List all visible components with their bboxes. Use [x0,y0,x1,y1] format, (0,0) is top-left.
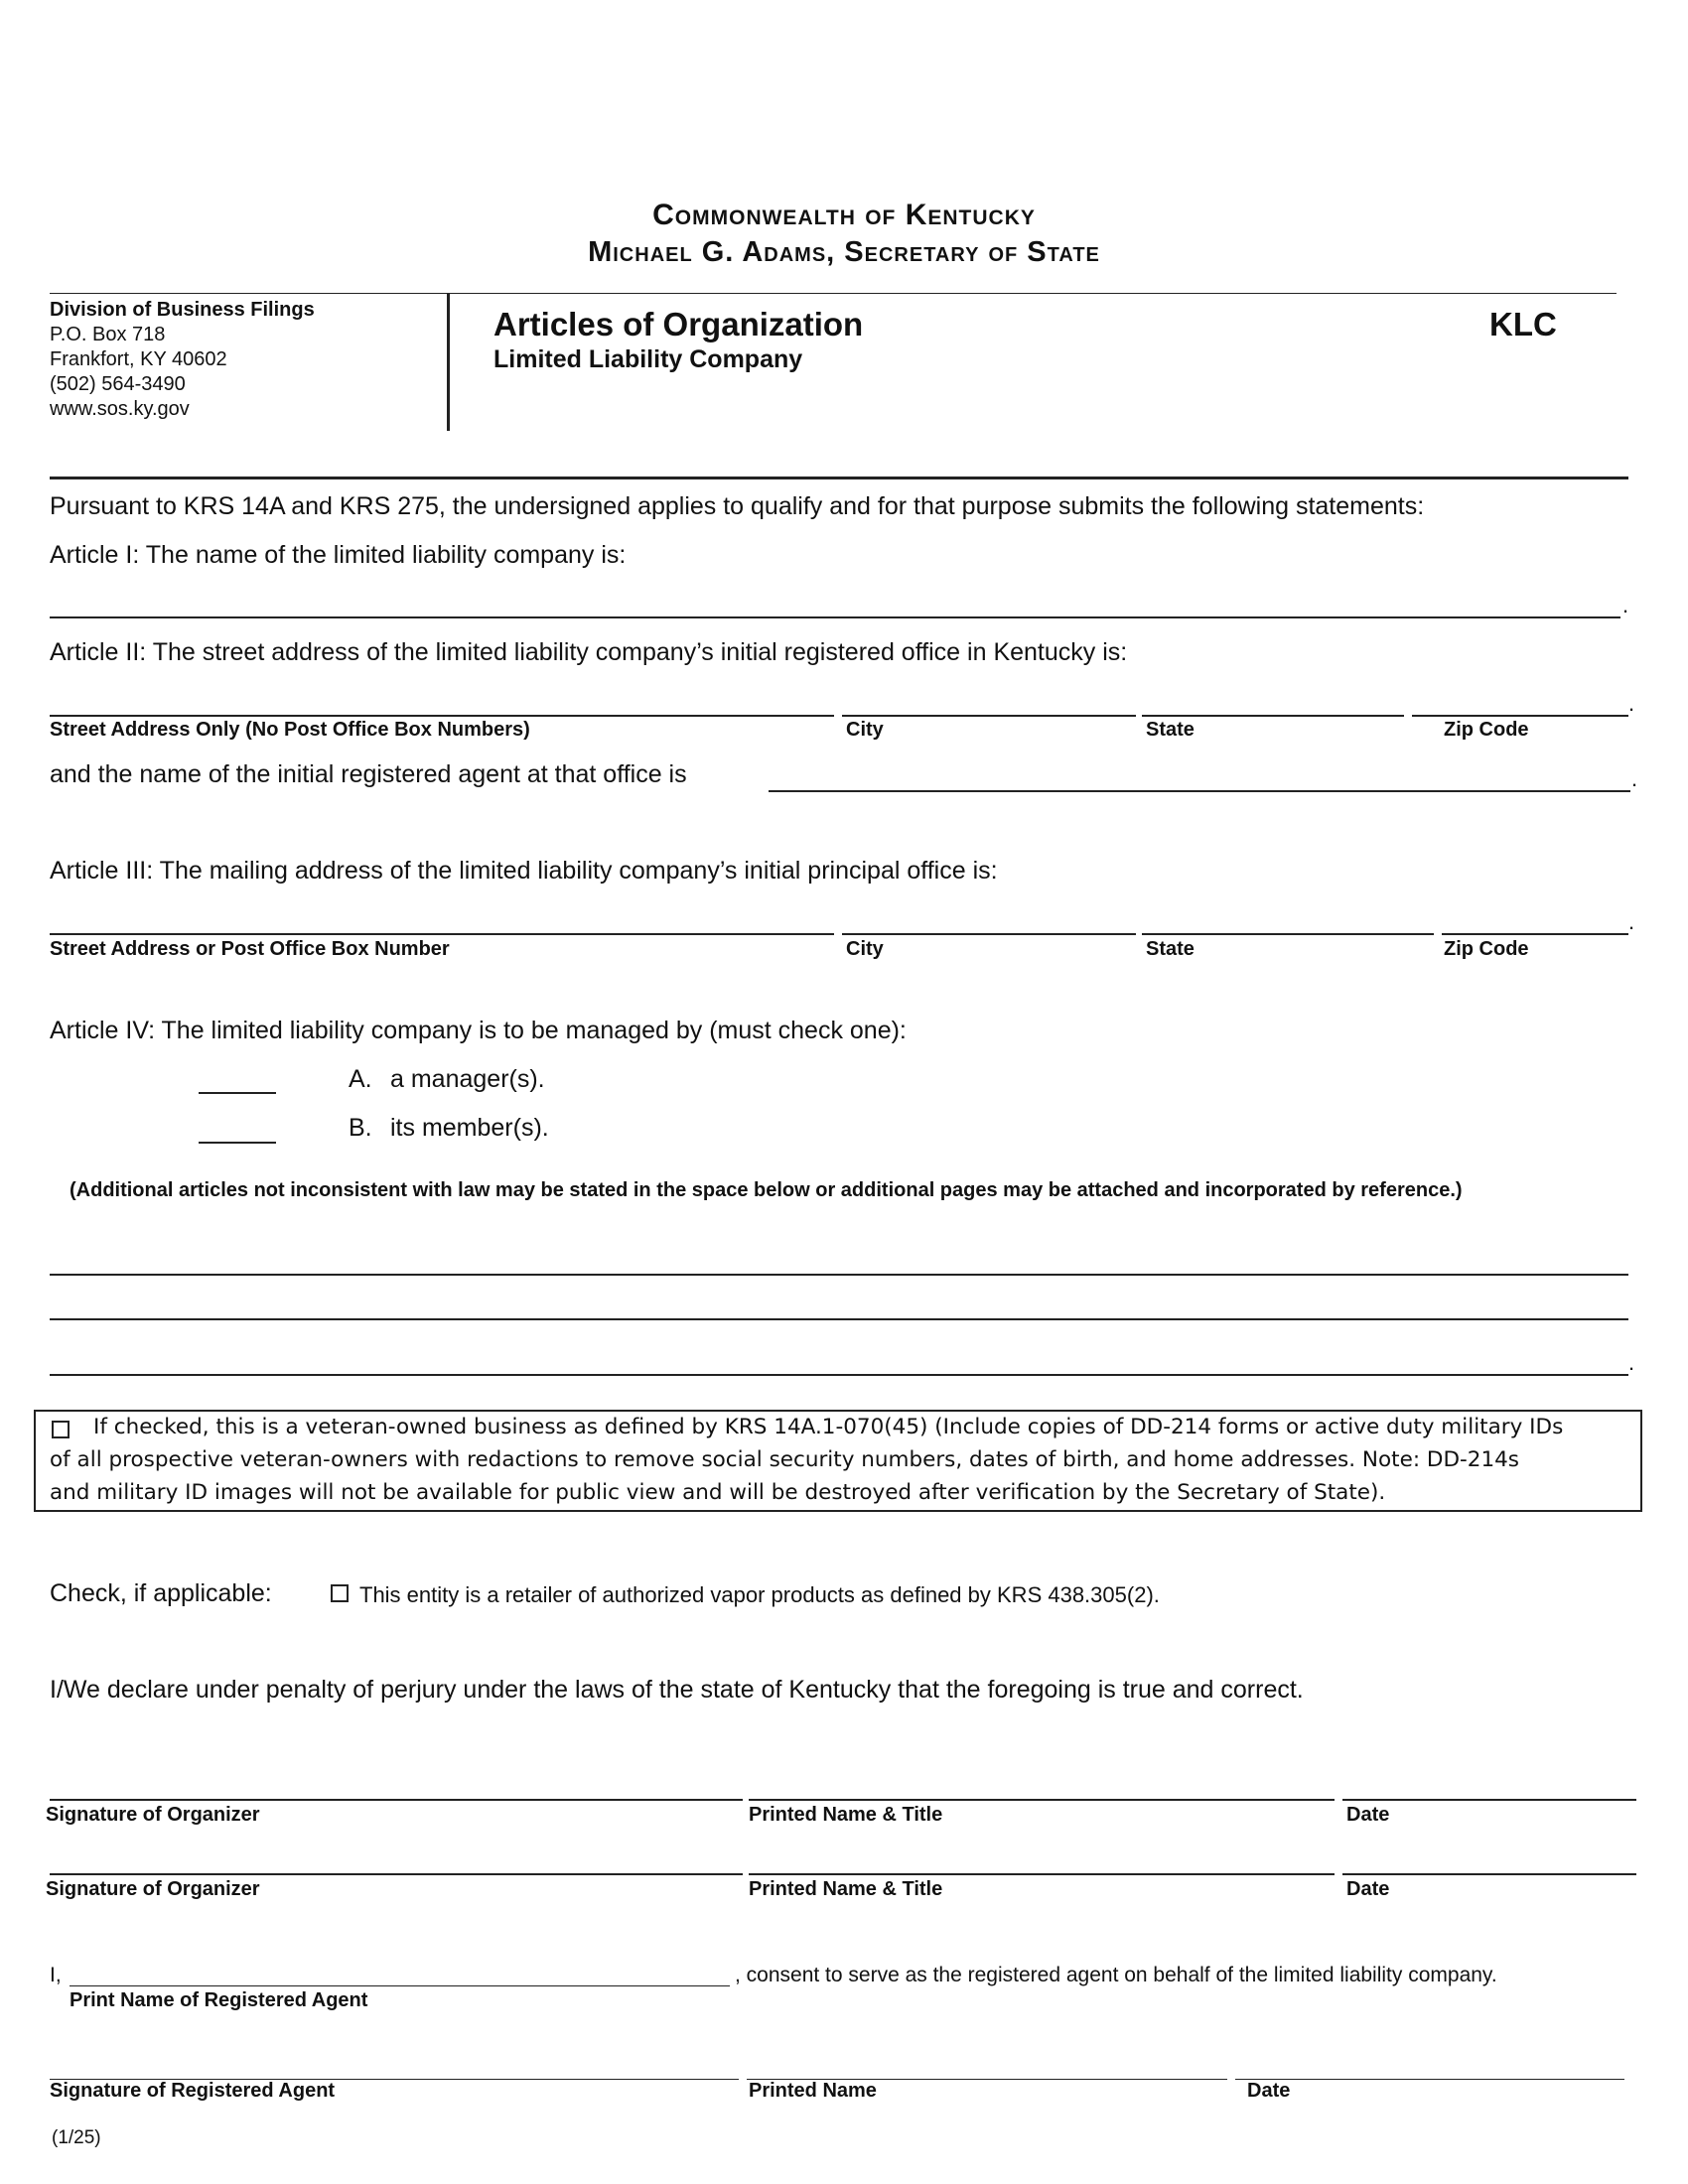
manager-check-field[interactable] [199,1092,276,1094]
period-mark: . [1628,691,1635,716]
organizer-name-label: Printed Name & Title [749,1804,943,1826]
agent-date-field[interactable] [1235,2079,1624,2080]
mailing-state-label: State [1146,938,1195,960]
registered-state-label: State [1146,719,1195,741]
form-title: Articles of Organization [493,306,864,342]
header-rule [50,293,1617,294]
office-city: Frankfort, KY 40602 [50,348,227,370]
declaration-text: I/We declare under penalty of perjury under the laws of the state of Kentucky that the foregoing is true and correct. [50,1676,1304,1704]
period-mark: . [1631,766,1638,791]
registered-city-field[interactable] [842,715,1136,717]
consent-text: , consent to serve as the registered agent on behalf of the limited liability company. [735,1964,1497,1986]
veteran-line-2: of all prospective veteran-owners with redactions to remove social security numbers, dates of birth, and home addresses. Note: DD-214s [50,1447,1520,1472]
option-b-letter: B. [349,1114,372,1142]
registered-agent-field[interactable] [769,790,1630,792]
article4-text: Article IV: The limited liability company is to be managed by (must check one): [50,1017,907,1044]
revision-date: (1/25) [52,2127,101,2148]
registered-zip-field[interactable] [1412,715,1628,717]
organizer-signature-field[interactable] [50,1799,743,1801]
registered-street-label: Street Address Only (No Post Office Box Numbers) [50,719,530,741]
veteran-line-3: and military ID images will not be available for public view and will be destroyed after verification by the Secretary of State). [50,1480,1386,1505]
registered-state-field[interactable] [1142,715,1404,717]
organizer2-name-label: Printed Name & Title [749,1878,943,1900]
vapor-checkbox[interactable] [331,1584,349,1602]
organizer2-name-field[interactable] [749,1873,1335,1875]
period-mark: . [1622,593,1629,617]
consent-prefix: I, [50,1964,62,1986]
mailing-street-label: Street Address or Post Office Box Number [50,938,450,960]
additional-line-1[interactable] [50,1274,1628,1276]
company-name-field[interactable] [50,616,1620,618]
registered-street-field[interactable] [50,715,834,717]
agent-print-name-label: Print Name of Registered Agent [70,1989,368,2011]
option-a-text: a manager(s). [390,1065,545,1093]
option-b-text: its member(s). [390,1114,549,1142]
organizer2-date-label: Date [1346,1878,1390,1900]
title-rule [50,477,1628,479]
vapor-label: Check, if applicable: [50,1579,272,1607]
period-mark: . [1628,909,1635,934]
article3-text: Article III: The mailing address of the limited liability company’s initial principal office is: [50,857,998,885]
office-address [50,298,315,422]
registered-zip-label: Zip Code [1444,719,1529,741]
header-secretary: Michael G. Adams, Secretary of State [588,236,1100,268]
organizer2-date-field[interactable] [1342,1873,1636,1875]
agent-print-name-field[interactable] [70,1985,730,1986]
form-subtitle: Limited Liability Company [493,345,803,373]
office-website: www.sos.ky.gov [50,398,190,420]
vapor-text: This entity is a retailer of authorized vapor products as defined by KRS 438.305(2). [359,1582,1160,1607]
mailing-street-field[interactable] [50,933,834,935]
additional-line-2[interactable] [50,1318,1628,1320]
office-po-box: P.O. Box 718 [50,324,166,345]
office-division: Division of Business Filings [50,299,315,321]
member-check-field[interactable] [199,1142,276,1144]
office-divider [447,294,450,431]
mailing-city-field[interactable] [842,933,1136,935]
option-a-letter: A. [349,1065,372,1093]
agent-text: and the name of the initial registered agent at that office is [50,760,687,788]
veteran-line-1: If checked, this is a veteran-owned business as defined by KRS 14A.1-070(45) (Include copies of DD-214 forms or active duty military IDs [93,1415,1564,1439]
mailing-zip-field[interactable] [1442,933,1628,935]
organizer-signature-label: Signature of Organizer [46,1804,260,1826]
office-phone: (502) 564-3490 [50,373,186,395]
organizer-date-field[interactable] [1342,1799,1636,1801]
header-commonwealth: Commonwealth of Kentucky [652,199,1036,231]
mailing-city-label: City [846,938,884,960]
organizer2-signature-label: Signature of Organizer [46,1878,260,1900]
form-code: KLC [1489,306,1557,342]
article1-text: Article I: The name of the limited liability company is: [50,541,627,569]
intro-text: Pursuant to KRS 14A and KRS 275, the undersigned applies to qualify and for that purpose submits the following statements: [50,492,1425,520]
additional-note: (Additional articles not inconsistent with law may be stated in the space below or additional pages may be attached and incorporated by reference.) [70,1179,1463,1201]
agent-date-label: Date [1247,2080,1291,2102]
veteran-checkbox[interactable] [52,1421,70,1438]
organizer2-signature-field[interactable] [50,1873,743,1875]
additional-line-3[interactable] [50,1374,1628,1376]
agent-name-label: Printed Name [749,2080,877,2102]
organizer-name-field[interactable] [749,1799,1335,1801]
organizer-date-label: Date [1346,1804,1390,1826]
period-mark: . [1628,1350,1635,1375]
mailing-zip-label: Zip Code [1444,938,1529,960]
agent-signature-label: Signature of Registered Agent [50,2080,336,2102]
article2-text: Article II: The street address of the limited liability company’s initial registered office in Kentucky is: [50,638,1128,666]
registered-city-label: City [846,719,884,741]
mailing-state-field[interactable] [1142,933,1434,935]
